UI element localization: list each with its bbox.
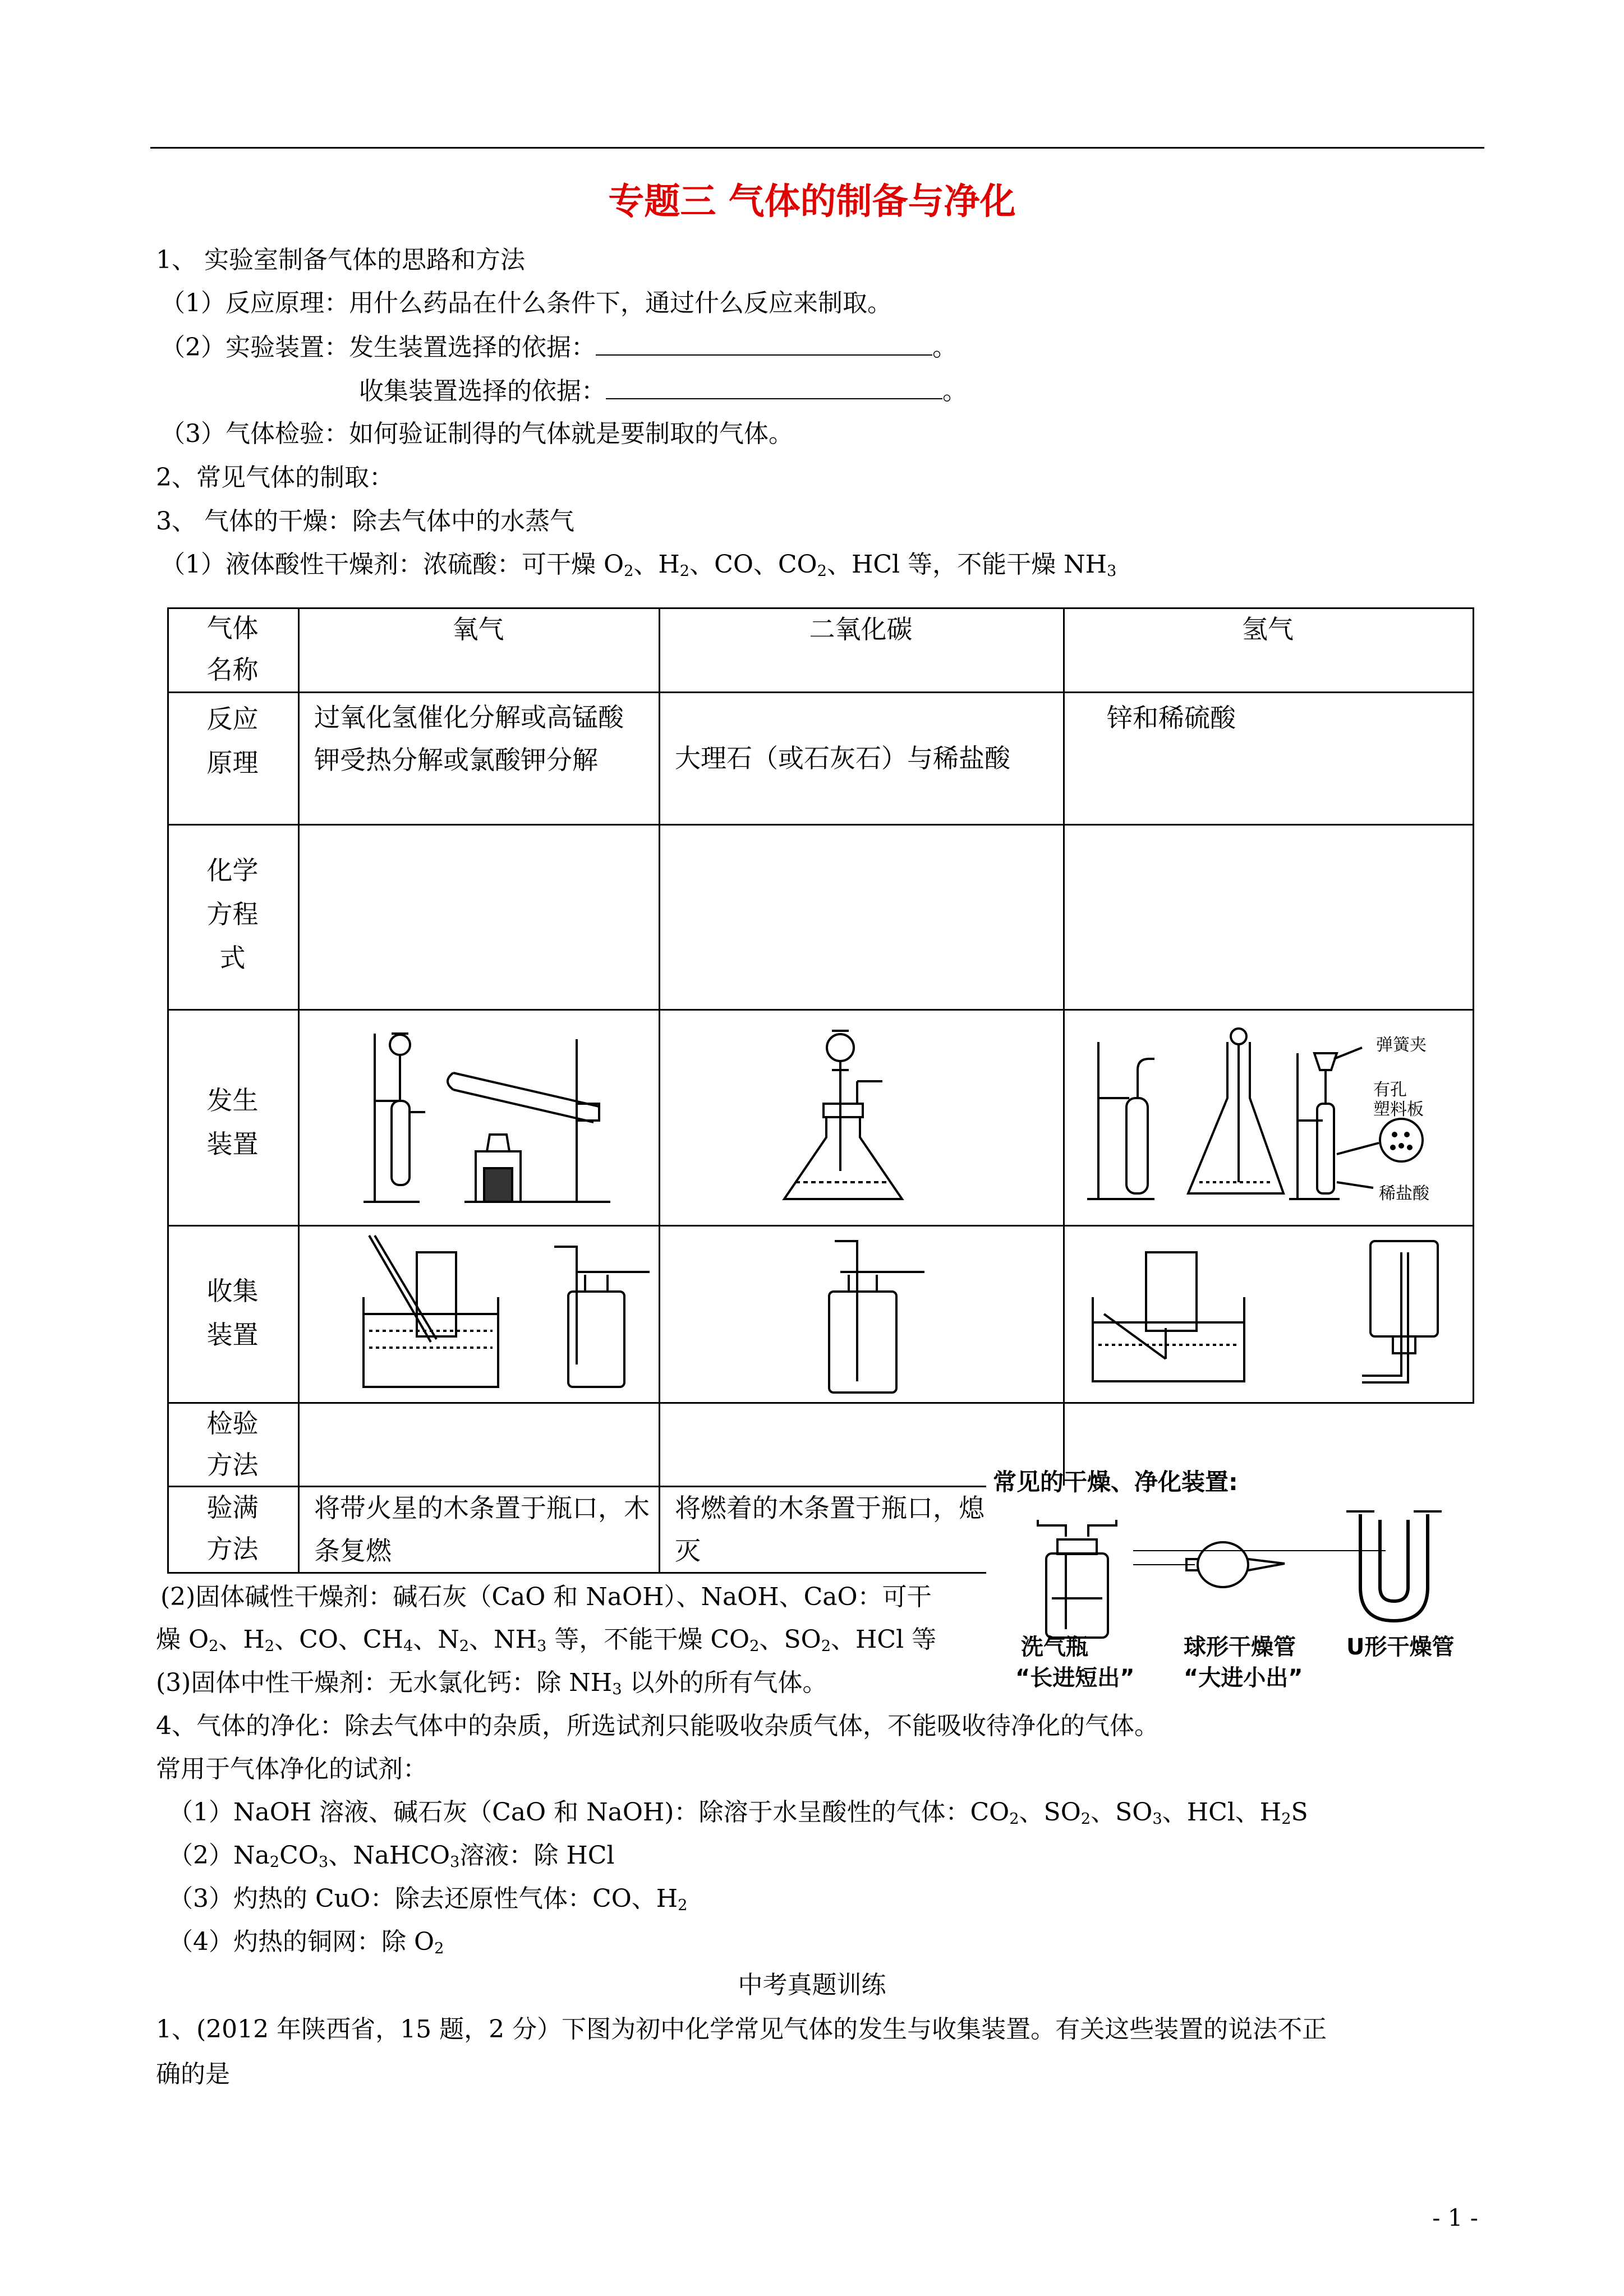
label-test: 检验方法 xyxy=(206,1408,259,1480)
header-rule xyxy=(150,147,1484,149)
label-collector: 收集装置 xyxy=(206,1276,259,1350)
reaction-co2: 大理石（或石灰石）与稀盐酸 xyxy=(675,743,1010,773)
section4-heading: 4、气体的净化：除去气体中的杂质，所选试剂只能吸收杂质气体，不能吸收待净化的气体。 xyxy=(156,1712,1159,1740)
section1-heading: 1、 实验室制备气体的思路和方法 xyxy=(156,246,525,274)
device-u-tube-name: U形干燥管 xyxy=(1346,1634,1455,1660)
co2-generator-diagram xyxy=(762,1020,941,1221)
label-perforated: 有孔 xyxy=(1373,1080,1407,1100)
drying-devices-diagram xyxy=(993,1503,1498,1643)
section3-heading: 3、 气体的干燥：除去气体中的水蒸气 xyxy=(156,507,574,536)
co2-collection-diagram xyxy=(812,1230,981,1398)
header-hydrogen: 氢气 xyxy=(1242,614,1294,644)
section4-item4: （4）灼热的铜网：除 $O_2$ xyxy=(168,1928,444,1957)
oxygen-generator-diagram xyxy=(352,1022,622,1213)
label-equation: 化学方程式 xyxy=(206,855,259,973)
blank-collector[interactable] xyxy=(606,376,942,399)
hydrogen-collection-diagram xyxy=(1082,1230,1463,1398)
page-number: - 1 - xyxy=(1432,2204,1478,2232)
device-ball-tube-note: “大进小出” xyxy=(1184,1665,1303,1691)
section2-heading: 2、常见气体的制取： xyxy=(156,463,394,492)
section1-line1: （1）反应原理：用什么药品在什么条件下，通过什么反应来制取。 xyxy=(160,289,892,317)
section4-item1: （1）NaOH 溶液、碱石灰（CaO 和 NaOH)：除溶于水呈酸性的气体：$CO_2$、$SO_2$、$SO_3$、HCl、$H_2S$ xyxy=(168,1798,1308,1828)
reaction-hydrogen: 锌和稀硫酸 xyxy=(1107,703,1236,733)
label-spring-clip: 弹簧夹 xyxy=(1376,1035,1427,1055)
section3-line2: (2)固体碱性干燥剂：碱石灰（CaO 和 NaOH）、NaOH、CaO：可干 xyxy=(160,1583,932,1611)
label-full-check: 验满方法 xyxy=(206,1492,259,1564)
section3-line1: （1）液体酸性干燥剂：浓硫酸：可干燥 $O_2$、$H_2$、CO、$CO_2$、HCl 等，不能干燥 $NH_3$ xyxy=(160,550,1117,580)
header-oxygen: 氧气 xyxy=(452,614,504,644)
label-dilute-hcl: 稀盐酸 xyxy=(1379,1184,1429,1204)
exam-heading: 中考真题训练 xyxy=(738,1971,886,1999)
oxygen-collection-diagram xyxy=(352,1230,666,1398)
section1-line2b: 收集装置选择的依据： 。 xyxy=(359,377,967,405)
label-generator: 发生装置 xyxy=(206,1085,259,1159)
header-gas-name: 气体名称 xyxy=(206,613,259,685)
page-title: 专题三 气体的制备与净化 xyxy=(608,181,1016,223)
header-co2: 二氧化碳 xyxy=(809,614,913,644)
device-wash-bottle-name: 洗气瓶 xyxy=(1021,1634,1088,1660)
blank-generator[interactable] xyxy=(596,332,932,356)
section4-sub: 常用于气体净化的试剂： xyxy=(156,1755,427,1783)
section4-item2: $(2)Na_2CO_3$、NaHCO$_3$溶液：除 HCl xyxy=(168,1841,615,1871)
full-check-oxygen: 将带火星的木条置于瓶口，木条复燃 xyxy=(314,1493,650,1566)
label-plastic-plate: 塑料板 xyxy=(1373,1100,1424,1119)
reaction-oxygen: 过氧化氢催化分解或高锰酸钾受热分解或氯酸钾分解 xyxy=(314,702,624,775)
exam-question1-line2: 确的是 xyxy=(156,2060,230,2088)
section3-line3: (3)固体中性干燥剂：无水氯化钙：除 $NH_3$ 以外的所有气体。 xyxy=(156,1668,827,1698)
section1-line2a: （2）实验装置：发生装置选择的依据： 。 xyxy=(160,333,957,362)
exam-question1-line1: 1、(2012 年陕西省，15 题，2 分）下图为初中化学常见气体的发生与收集装置。有关这些装置的说法不正 xyxy=(156,2015,1327,2044)
device-wash-bottle-note: “长进短出” xyxy=(1015,1665,1135,1691)
drying-devices-heading: 常见的干燥、净化装置: xyxy=(993,1468,1238,1496)
full-check-co2: 将燃着的木条置于瓶口，熄灭 xyxy=(675,1493,984,1566)
label-reaction: 反应原理 xyxy=(206,704,259,778)
gas-preparation-table xyxy=(167,607,1474,1574)
section4-item3: （3）灼热的 CuO：除去还原性气体：CO、$H_2$ xyxy=(168,1884,688,1914)
section3-line2b: 燥 $O_2$、$H_2$、CO、$CH_4$、$N_2$、$NH_3$ 等，不能干燥 $CO_2$、$SO_2$、HCl 等 xyxy=(156,1625,937,1655)
section1-line3: （3）气体检验：如何验证制得的气体就是要制取的气体。 xyxy=(160,419,793,448)
device-ball-tube-name: 球形干燥管 xyxy=(1184,1634,1296,1660)
